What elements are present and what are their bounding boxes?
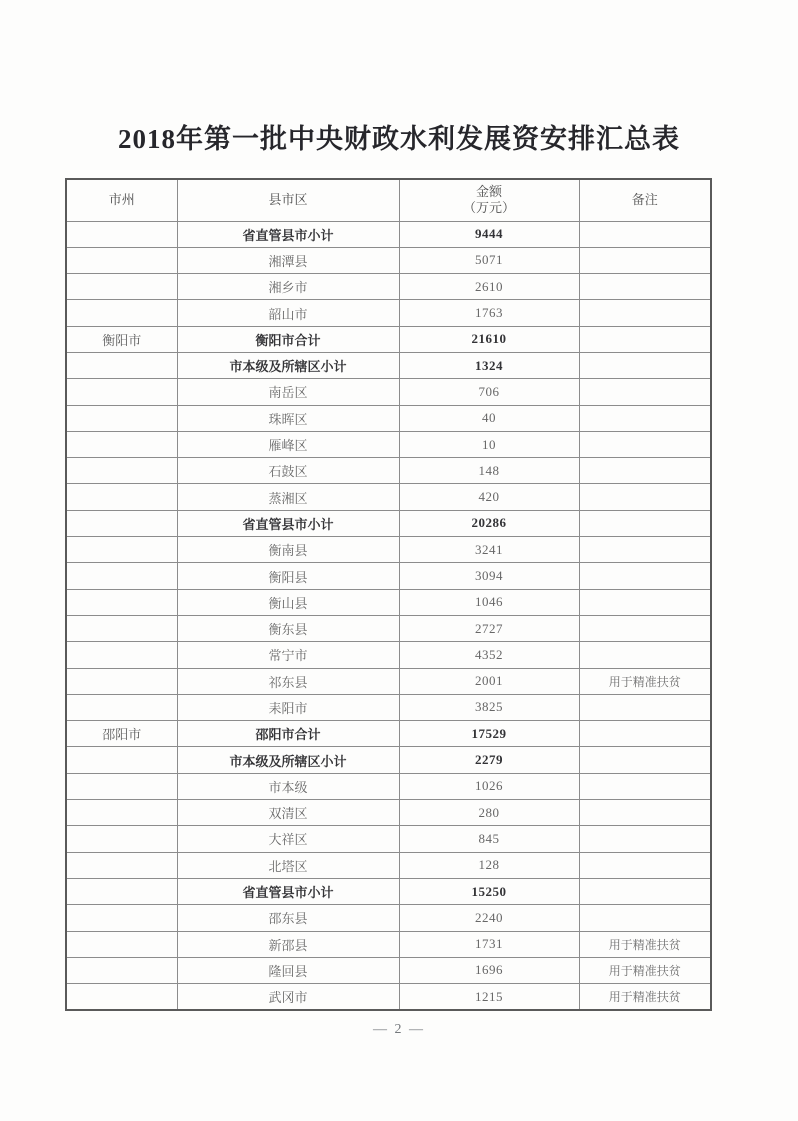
cell-amount: 1026 bbox=[399, 773, 579, 799]
table-row bbox=[66, 537, 711, 563]
cell-note: 用于精准扶贫 bbox=[579, 984, 711, 1010]
cell-note bbox=[579, 300, 711, 326]
table-row bbox=[66, 405, 711, 431]
table-row bbox=[66, 589, 711, 615]
cell-city bbox=[66, 563, 177, 589]
table-row bbox=[66, 510, 711, 536]
cell-note bbox=[579, 537, 711, 563]
cell-city bbox=[66, 352, 177, 378]
cell-note bbox=[579, 589, 711, 615]
header-district-label: 县市区 bbox=[268, 192, 308, 208]
cell-amount: 2727 bbox=[399, 615, 579, 641]
cell-amount: 845 bbox=[399, 826, 579, 852]
cell-district: 蒸湘区 bbox=[177, 484, 399, 510]
cell-district: 邵阳市合计 bbox=[177, 721, 399, 747]
cell-district: 邵东县 bbox=[177, 905, 399, 931]
cell-amount: 148 bbox=[399, 458, 579, 484]
cell-amount: 2610 bbox=[399, 274, 579, 300]
cell-amount: 3241 bbox=[399, 537, 579, 563]
cell-amount: 1696 bbox=[399, 957, 579, 983]
cell-note bbox=[579, 484, 711, 510]
header-city-label: 市州 bbox=[108, 192, 135, 208]
cell-note: 用于精准扶贫 bbox=[579, 957, 711, 983]
cell-note bbox=[579, 274, 711, 300]
cell-note bbox=[579, 247, 711, 273]
cell-city bbox=[66, 957, 177, 983]
cell-city bbox=[66, 379, 177, 405]
header-cell-district bbox=[177, 179, 399, 221]
cell-note: 用于精准扶贫 bbox=[579, 931, 711, 957]
cell-city bbox=[66, 826, 177, 852]
cell-amount: 2279 bbox=[399, 747, 579, 773]
cell-amount: 3094 bbox=[399, 563, 579, 589]
cell-city bbox=[66, 615, 177, 641]
cell-amount: 1215 bbox=[399, 984, 579, 1010]
cell-district: 市本级及所辖区小计 bbox=[177, 747, 399, 773]
page-title: 2018年第一批中央财政水利发展资安排汇总表 bbox=[118, 124, 680, 154]
table-row bbox=[66, 484, 711, 510]
cell-note bbox=[579, 721, 711, 747]
cell-note bbox=[579, 694, 711, 720]
table-row bbox=[66, 642, 711, 668]
cell-note bbox=[579, 878, 711, 904]
table-row bbox=[66, 905, 711, 931]
cell-district: 隆回县 bbox=[177, 957, 399, 983]
cell-amount: 1324 bbox=[399, 352, 579, 378]
cell-city bbox=[66, 800, 177, 826]
cell-note bbox=[579, 221, 711, 247]
cell-note bbox=[579, 800, 711, 826]
cell-amount: 280 bbox=[399, 800, 579, 826]
cell-city: 邵阳市 bbox=[66, 721, 177, 747]
cell-city bbox=[66, 537, 177, 563]
cell-amount: 15250 bbox=[399, 878, 579, 904]
fund-summary-table bbox=[65, 178, 712, 1011]
table-row bbox=[66, 800, 711, 826]
cell-amount: 9444 bbox=[399, 221, 579, 247]
cell-district: 衡南县 bbox=[177, 537, 399, 563]
cell-note bbox=[579, 326, 711, 352]
cell-city bbox=[66, 668, 177, 694]
table-row bbox=[66, 931, 711, 957]
cell-district: 大祥区 bbox=[177, 826, 399, 852]
cell-amount: 40 bbox=[399, 405, 579, 431]
cell-district: 石鼓区 bbox=[177, 458, 399, 484]
table-row bbox=[66, 300, 711, 326]
cell-city bbox=[66, 405, 177, 431]
table-row bbox=[66, 247, 711, 273]
cell-note bbox=[579, 642, 711, 668]
cell-amount: 706 bbox=[399, 379, 579, 405]
cell-amount: 17529 bbox=[399, 721, 579, 747]
cell-district: 祁东县 bbox=[177, 668, 399, 694]
cell-district: 南岳区 bbox=[177, 379, 399, 405]
table-row bbox=[66, 563, 711, 589]
cell-district: 衡阳县 bbox=[177, 563, 399, 589]
cell-note bbox=[579, 352, 711, 378]
cell-district: 韶山市 bbox=[177, 300, 399, 326]
table-row bbox=[66, 747, 711, 773]
cell-note: 用于精准扶贫 bbox=[579, 668, 711, 694]
cell-city bbox=[66, 484, 177, 510]
cell-district: 湘潭县 bbox=[177, 247, 399, 273]
table-row bbox=[66, 221, 711, 247]
cell-amount: 5071 bbox=[399, 247, 579, 273]
header-note-label: 备注 bbox=[631, 192, 658, 208]
cell-note bbox=[579, 615, 711, 641]
cell-district: 省直管县市小计 bbox=[177, 878, 399, 904]
header-cell-city bbox=[66, 179, 177, 221]
cell-district: 省直管县市小计 bbox=[177, 510, 399, 536]
cell-amount: 20286 bbox=[399, 510, 579, 536]
cell-note bbox=[579, 905, 711, 931]
cell-amount: 10 bbox=[399, 431, 579, 457]
cell-district: 双清区 bbox=[177, 800, 399, 826]
cell-district: 耒阳市 bbox=[177, 694, 399, 720]
cell-district: 衡东县 bbox=[177, 615, 399, 641]
table-row bbox=[66, 826, 711, 852]
table-row bbox=[66, 984, 711, 1010]
cell-amount: 128 bbox=[399, 852, 579, 878]
cell-city bbox=[66, 878, 177, 904]
header-cell-note bbox=[579, 179, 711, 221]
table-row bbox=[66, 773, 711, 799]
table-body bbox=[66, 221, 711, 1010]
table-row bbox=[66, 957, 711, 983]
cell-district: 衡山县 bbox=[177, 589, 399, 615]
cell-city bbox=[66, 773, 177, 799]
table-row bbox=[66, 721, 711, 747]
cell-city bbox=[66, 694, 177, 720]
cell-note bbox=[579, 773, 711, 799]
header-amount-label: 金额 bbox=[475, 184, 502, 199]
table-row bbox=[66, 379, 711, 405]
table-row bbox=[66, 668, 711, 694]
page-number: — 2 — bbox=[373, 1022, 425, 1037]
table-row bbox=[66, 615, 711, 641]
cell-note bbox=[579, 405, 711, 431]
cell-city bbox=[66, 458, 177, 484]
cell-district: 北塔区 bbox=[177, 852, 399, 878]
cell-note bbox=[579, 563, 711, 589]
cell-note bbox=[579, 458, 711, 484]
cell-city bbox=[66, 431, 177, 457]
cell-amount: 1731 bbox=[399, 931, 579, 957]
cell-amount: 21610 bbox=[399, 326, 579, 352]
table-row bbox=[66, 326, 711, 352]
table-row bbox=[66, 852, 711, 878]
table-row bbox=[66, 431, 711, 457]
header-amount-unit: （万元） bbox=[462, 200, 515, 216]
cell-amount: 1763 bbox=[399, 300, 579, 326]
cell-amount: 2001 bbox=[399, 668, 579, 694]
cell-amount: 3825 bbox=[399, 694, 579, 720]
cell-district: 武冈市 bbox=[177, 984, 399, 1010]
table-row bbox=[66, 694, 711, 720]
table-row bbox=[66, 352, 711, 378]
cell-city bbox=[66, 247, 177, 273]
cell-note bbox=[579, 747, 711, 773]
cell-city: 衡阳市 bbox=[66, 326, 177, 352]
cell-city bbox=[66, 589, 177, 615]
cell-district: 常宁市 bbox=[177, 642, 399, 668]
cell-city bbox=[66, 852, 177, 878]
cell-district: 省直管县市小计 bbox=[177, 221, 399, 247]
cell-city bbox=[66, 905, 177, 931]
cell-district: 珠晖区 bbox=[177, 405, 399, 431]
table-header-row bbox=[66, 179, 711, 221]
table-row bbox=[66, 274, 711, 300]
cell-note bbox=[579, 431, 711, 457]
cell-amount: 4352 bbox=[399, 642, 579, 668]
cell-note bbox=[579, 510, 711, 536]
cell-city bbox=[66, 747, 177, 773]
table-row bbox=[66, 878, 711, 904]
cell-district: 市本级及所辖区小计 bbox=[177, 352, 399, 378]
cell-city bbox=[66, 274, 177, 300]
cell-note bbox=[579, 379, 711, 405]
header-cell-amount bbox=[399, 179, 579, 221]
table-row bbox=[66, 458, 711, 484]
cell-city bbox=[66, 300, 177, 326]
cell-district: 新邵县 bbox=[177, 931, 399, 957]
cell-city bbox=[66, 221, 177, 247]
cell-city bbox=[66, 984, 177, 1010]
cell-city bbox=[66, 642, 177, 668]
cell-district: 湘乡市 bbox=[177, 274, 399, 300]
cell-district: 市本级 bbox=[177, 773, 399, 799]
cell-note bbox=[579, 826, 711, 852]
cell-district: 雁峰区 bbox=[177, 431, 399, 457]
cell-city bbox=[66, 510, 177, 536]
cell-note bbox=[579, 852, 711, 878]
cell-district: 衡阳市合计 bbox=[177, 326, 399, 352]
cell-amount: 2240 bbox=[399, 905, 579, 931]
cell-amount: 420 bbox=[399, 484, 579, 510]
cell-city bbox=[66, 931, 177, 957]
cell-amount: 1046 bbox=[399, 589, 579, 615]
